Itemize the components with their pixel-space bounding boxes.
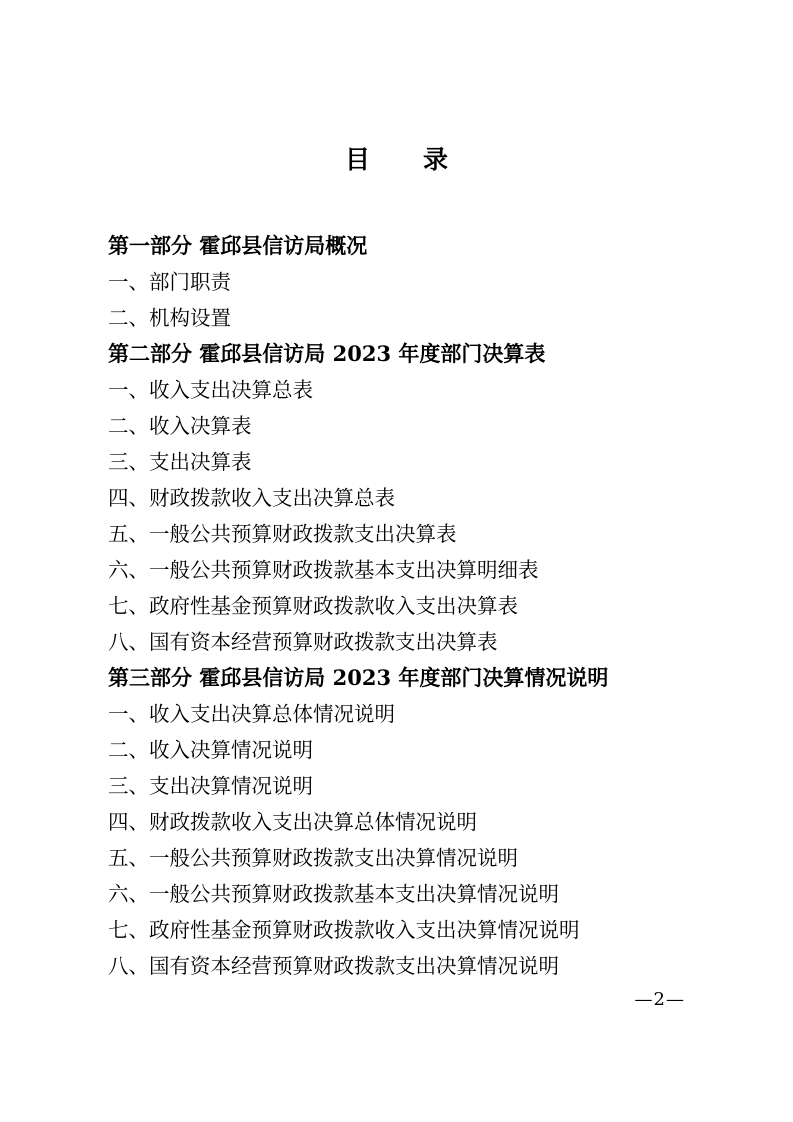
toc-item: 六、一般公共预算财政拨款基本支出决算明细表 — [108, 558, 539, 582]
toc-item: 四、财政拨款收入支出决算总体情况说明 — [108, 810, 477, 834]
toc-item: 二、收入决算表 — [108, 414, 252, 438]
toc-item: 一、收入支出决算总体情况说明 — [108, 702, 395, 726]
toc-item: 六、一般公共预算财政拨款基本支出决算情况说明 — [108, 882, 559, 906]
toc-item: 三、支出决算表 — [108, 450, 252, 474]
toc-part-heading: 第二部分 霍邱县信访局 2023 年度部门决算表 — [108, 341, 546, 366]
toc-item: 四、财政拨款收入支出决算总表 — [108, 486, 395, 510]
toc-item: 一、收入支出决算总表 — [108, 378, 313, 402]
table-of-contents — [108, 228, 685, 984]
toc-item: 八、国有资本经营预算财政拨款支出决算情况说明 — [108, 954, 559, 978]
page-number: —2— — [634, 989, 685, 1010]
toc-item: 二、收入决算情况说明 — [108, 738, 313, 762]
toc-part-heading: 第一部分 霍邱县信访局概况 — [108, 233, 368, 258]
toc-item: 五、一般公共预算财政拨款支出决算情况说明 — [108, 846, 518, 870]
page-title: 目 录 — [344, 145, 462, 174]
toc-item: 七、政府性基金预算财政拨款收入支出决算表 — [108, 594, 518, 618]
toc-item: 八、国有资本经营预算财政拨款支出决算表 — [108, 630, 498, 654]
toc-item: 七、政府性基金预算财政拨款收入支出决算情况说明 — [108, 918, 580, 942]
toc-item: 二、机构设置 — [108, 306, 231, 330]
toc-part-heading: 第三部分 霍邱县信访局 2023 年度部门决算情况说明 — [108, 665, 609, 690]
toc-item: 五、一般公共预算财政拨款支出决算表 — [108, 522, 457, 546]
toc-item: 三、支出决算情况说明 — [108, 774, 313, 798]
toc-item: 一、部门职责 — [108, 270, 231, 294]
